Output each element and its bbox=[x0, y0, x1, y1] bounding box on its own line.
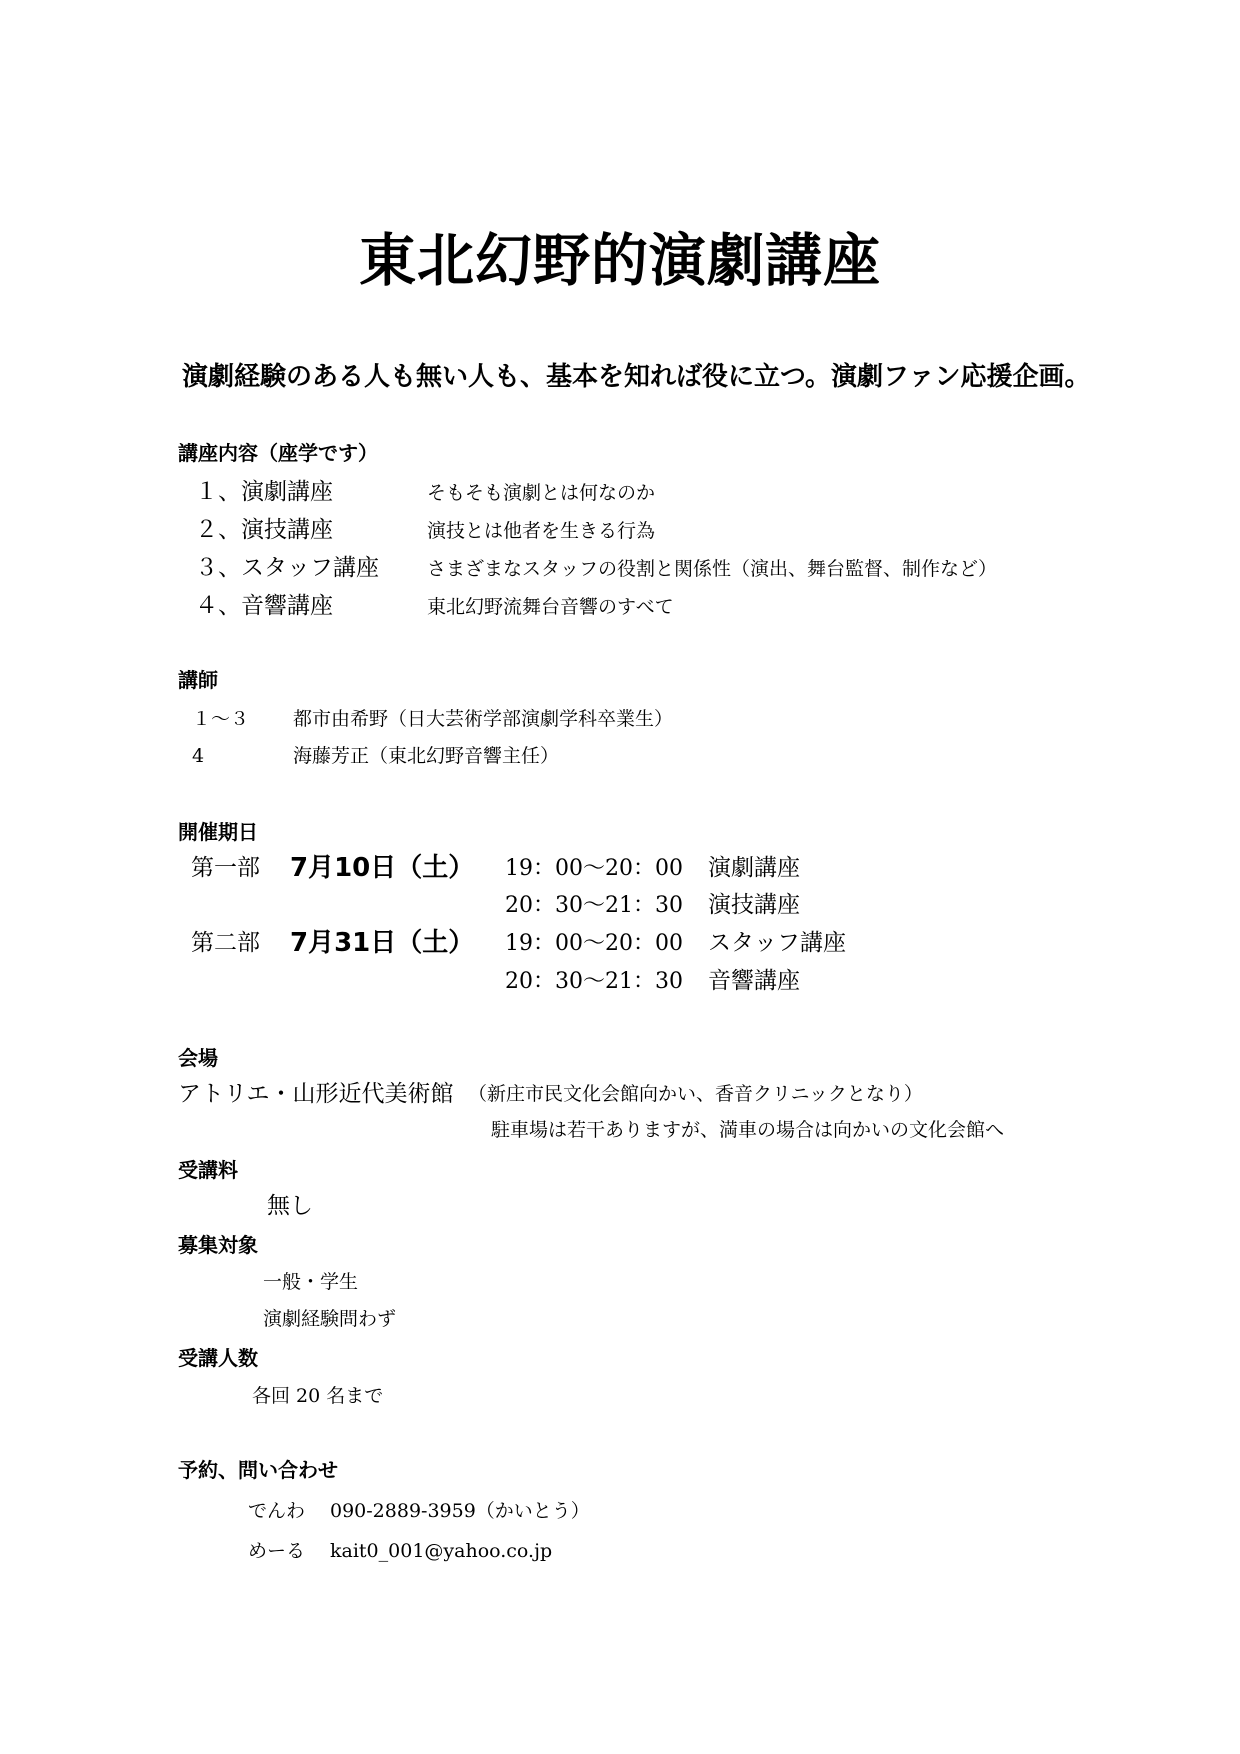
fee-value: 無し bbox=[267, 1193, 313, 1219]
schedule-time: 20：30～21：30 bbox=[505, 969, 683, 994]
schedule-heading: 開催期日 bbox=[178, 820, 258, 844]
course-desc: さまざまなスタッフの役割と関係性（演出、舞台監督、制作など） bbox=[427, 558, 998, 580]
venue-note: （新庄市民文化会館向かい、香音クリニックとなり） bbox=[468, 1083, 923, 1105]
instructors-heading: 講師 bbox=[178, 668, 218, 692]
phone-number: 090-2889-3959（かいとう） bbox=[330, 1500, 590, 1522]
schedule-part: 第二部 bbox=[191, 930, 260, 956]
capacity-heading: 受講人数 bbox=[178, 1346, 258, 1370]
schedule-time: 20：30～21：30 bbox=[505, 893, 683, 918]
subtitle: 演劇経験のある人も無い人も、基本を知れば役に立つ。演劇ファン応援企画。 bbox=[182, 362, 1091, 392]
target-heading: 募集対象 bbox=[178, 1233, 258, 1257]
phone-label: でんわ bbox=[248, 1500, 306, 1522]
course-desc: 東北幻野流舞台音響のすべて bbox=[427, 596, 674, 618]
schedule-date: 7月31日（土） bbox=[290, 928, 475, 958]
schedule-time: 19：00～20：00 bbox=[505, 931, 683, 956]
target-item: 一般・学生 bbox=[263, 1271, 359, 1293]
course-desc: 演技とは他者を生きる行為 bbox=[427, 520, 656, 542]
target-item: 演劇経験問わず bbox=[263, 1308, 397, 1330]
course-label: １、演劇講座 bbox=[195, 479, 333, 505]
schedule-course: スタッフ講座 bbox=[708, 930, 846, 956]
course-label: ４、音響講座 bbox=[195, 593, 333, 619]
venue-parking: 駐車場は若干ありますが、満車の場合は向かいの文化会館へ bbox=[491, 1119, 1005, 1141]
fee-heading: 受講料 bbox=[178, 1158, 238, 1182]
instructor-range: 4 bbox=[192, 745, 205, 767]
mail-address: kait0_001@yahoo.co.jp bbox=[330, 1540, 553, 1562]
schedule-part: 第一部 bbox=[191, 855, 260, 881]
venue-name: アトリエ・山形近代美術館 bbox=[178, 1081, 454, 1107]
contact-heading: 予約、問い合わせ bbox=[178, 1458, 338, 1482]
schedule-time: 19：00～20：00 bbox=[505, 856, 683, 881]
instructor-range: １～３ bbox=[192, 708, 250, 730]
schedule-date: 7月10日（土） bbox=[290, 853, 475, 883]
schedule-course: 演技講座 bbox=[708, 892, 800, 918]
course-label: ２、演技講座 bbox=[195, 517, 333, 543]
course-label: ３、スタッフ講座 bbox=[195, 555, 379, 581]
venue-heading: 会場 bbox=[178, 1046, 218, 1070]
instructor-name: 海藤芳正（東北幻野音響主任） bbox=[293, 745, 560, 767]
mail-label: めーる bbox=[248, 1540, 306, 1562]
page-title: 東北幻野的演劇講座 bbox=[359, 228, 881, 294]
schedule-course: 音響講座 bbox=[708, 968, 800, 994]
courses-heading: 講座内容（座学です） bbox=[178, 441, 378, 465]
instructor-name: 都市由希野（日大芸術学部演劇学科卒業生） bbox=[293, 708, 674, 730]
course-desc: そもそも演劇とは何なのか bbox=[427, 482, 656, 504]
capacity-value: 各回 20 名まで bbox=[252, 1385, 384, 1407]
schedule-course: 演劇講座 bbox=[708, 855, 800, 881]
